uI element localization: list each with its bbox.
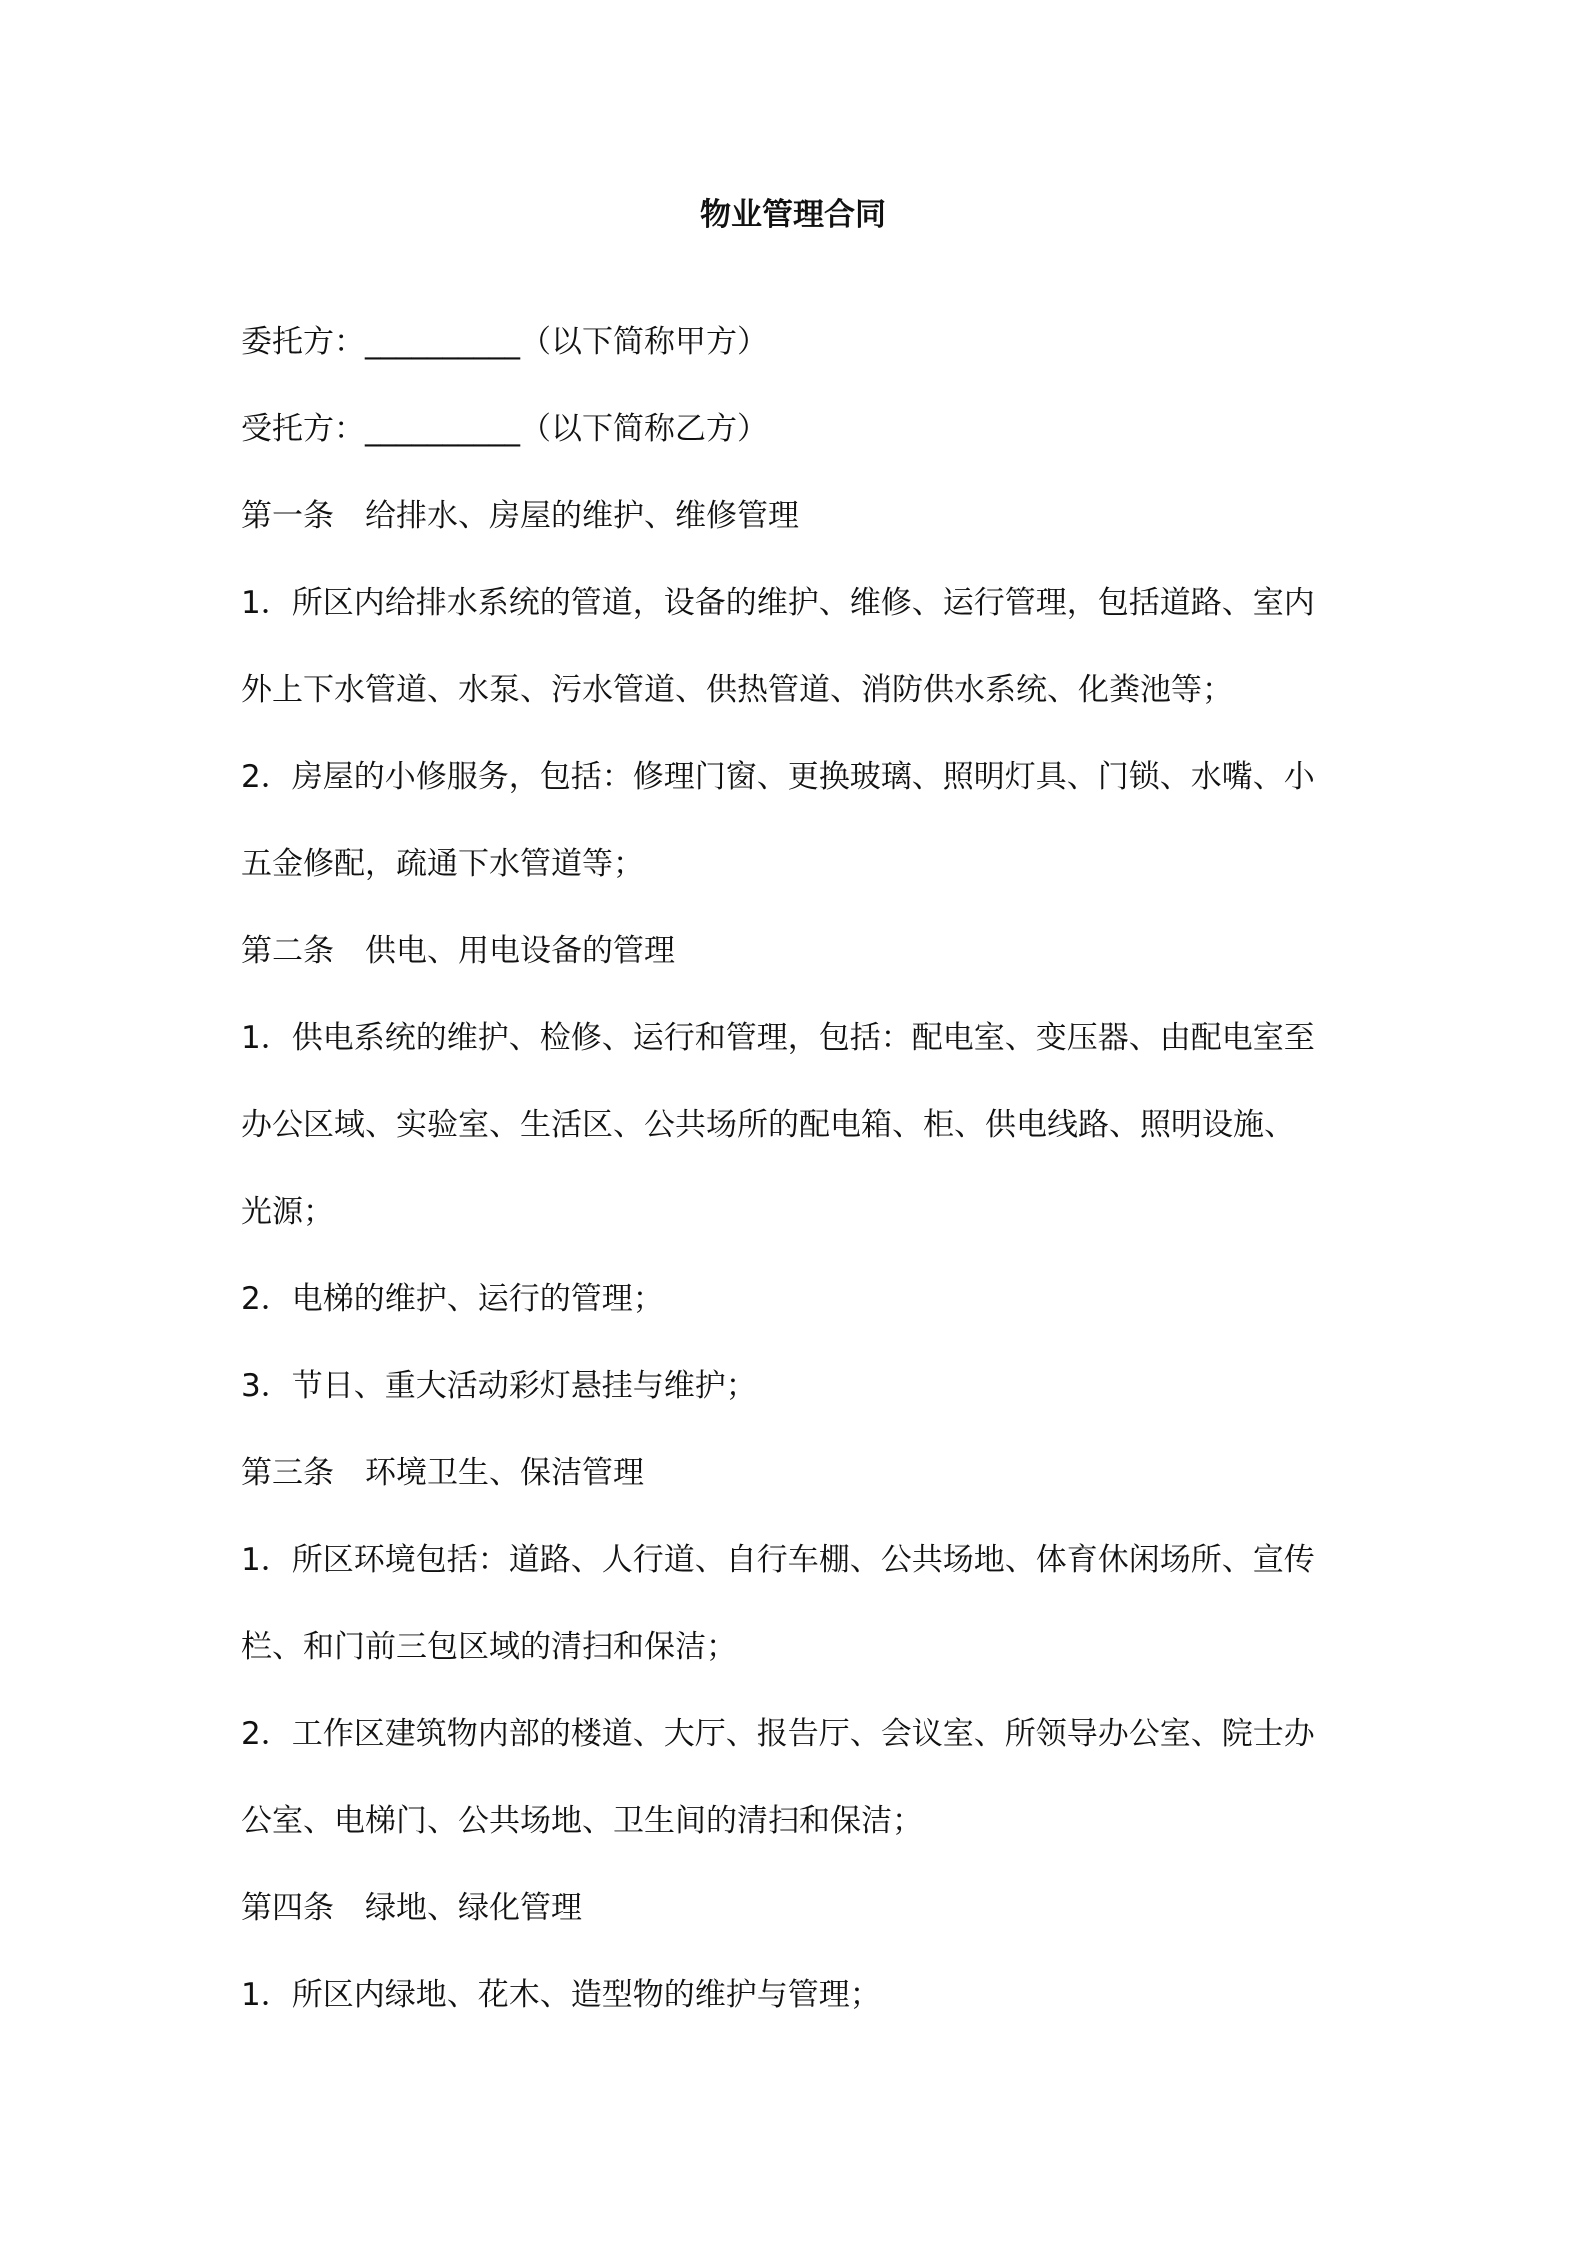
paragraph-line: 1．所区环境包括：道路、人行道、自行车棚、公共场地、体育休闲场所、宣传 [241, 1542, 1315, 1578]
client-party-line: 委托方：__________（以下简称甲方） [241, 324, 768, 360]
paragraph-line: 1．所区内绿地、花木、造型物的维护与管理； [241, 1977, 881, 2013]
paragraph-line: 光源； [241, 1194, 334, 1230]
paragraph-line: 五金修配，疏通下水管道等； [241, 846, 644, 882]
contractor-party-line: 受托方：__________（以下简称乙方） [241, 411, 768, 447]
paragraph-line: 公室、电梯门、公共场地、卫生间的清扫和保洁； [241, 1803, 923, 1839]
paragraph-line: 2．房屋的小修服务，包括：修理门窗、更换玻璃、照明灯具、门锁、水嘴、小 [241, 759, 1315, 795]
article-2-heading: 第二条 供电、用电设备的管理 [241, 933, 675, 969]
article-4-heading: 第四条 绿地、绿化管理 [241, 1890, 582, 1926]
paragraph-line: 1．所区内给排水系统的管道，设备的维护、维修、运行管理，包括道路、室内 [241, 585, 1315, 621]
paragraph-line: 办公区域、实验室、生活区、公共场所的配电箱、柜、供电线路、照明设施、 [241, 1107, 1295, 1143]
document-title: 物业管理合同 [700, 197, 886, 233]
article-3-heading: 第三条 环境卫生、保洁管理 [241, 1455, 644, 1491]
paragraph-line: 栏、和门前三包区域的清扫和保洁； [241, 1629, 737, 1665]
paragraph-line: 外上下水管道、水泵、污水管道、供热管道、消防供水系统、化粪池等； [241, 672, 1233, 708]
paragraph-line: 2．工作区建筑物内部的楼道、大厅、报告厅、会议室、所领导办公室、院士办 [241, 1716, 1315, 1752]
paragraph-line: 2．电梯的维护、运行的管理； [241, 1281, 664, 1317]
paragraph-line: 1．供电系统的维护、检修、运行和管理，包括：配电室、变压器、由配电室至 [241, 1020, 1315, 1056]
paragraph-line: 3．节日、重大活动彩灯悬挂与维护； [241, 1368, 757, 1404]
article-1-heading: 第一条 给排水、房屋的维护、维修管理 [241, 498, 799, 534]
